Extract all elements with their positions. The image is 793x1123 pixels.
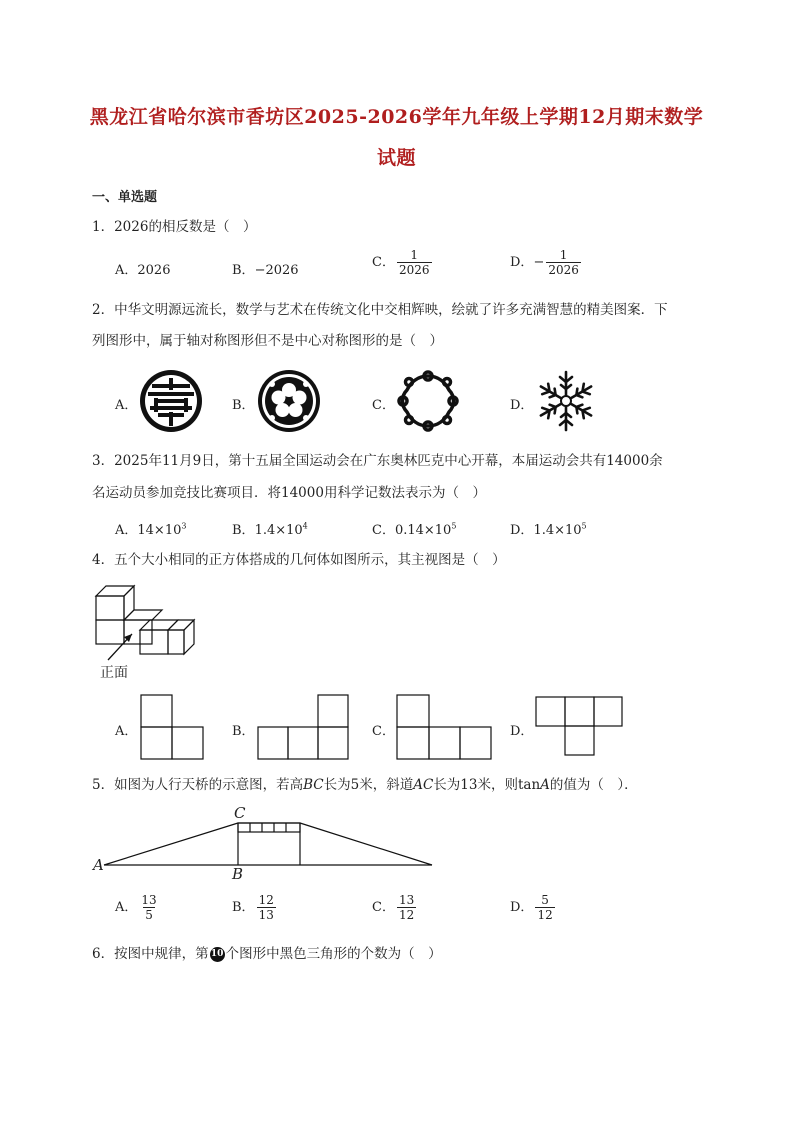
tan-function: tan [517, 777, 541, 793]
option-exponent: 5 [451, 521, 457, 531]
q4-option-c-view [396, 694, 493, 760]
q4-option-d-label: D． [510, 724, 534, 739]
stem-text: 个图形中黑色三角形的个数为（ ） [225, 946, 442, 962]
fraction [397, 248, 432, 277]
cloud-ring-pattern-icon [395, 368, 461, 434]
fraction [397, 893, 416, 922]
numerator: 13 [141, 893, 157, 907]
option-label: C． [372, 900, 395, 915]
option-label: A． [115, 263, 138, 278]
option-exponent: 4 [302, 521, 308, 531]
stem-text: 长为5米，斜道 [323, 777, 414, 793]
front-view-label: 正面 [100, 665, 128, 681]
q2-stem-line2: 列图形中，属于轴对称图形但不是中心对称图形的是（ ） [92, 333, 443, 349]
option-value: −2026 [254, 263, 299, 278]
snowflake-icon [533, 368, 599, 434]
document-title-line1: 黑龙江省哈尔滨市香坊区2025-2026学年九年级上学期12月期末数学 [89, 106, 704, 128]
option-label: B． [232, 523, 255, 538]
stem-text: 的值为（ ）． [549, 777, 638, 793]
denominator: 5 [145, 908, 153, 922]
option-label: B． [232, 263, 255, 278]
numerator: 13 [398, 893, 415, 907]
q1-option-a [115, 259, 170, 278]
q3-stem-line2: 名运动员参加竞技比赛项目．将14000用科学记数法表示为（ ） [92, 485, 486, 501]
q2-option-d-label: D． [510, 398, 534, 413]
q1-option-b [232, 259, 299, 278]
q2-option-c-label: C． [372, 398, 395, 413]
q5-stem [92, 775, 638, 795]
q4-option-a-view [140, 694, 204, 760]
q3-option-d [510, 519, 587, 538]
stem-text: 5．如图为人行天桥的示意图，若高 [92, 777, 304, 793]
q4-option-b-view [257, 694, 349, 760]
q4-option-a-label: A． [115, 724, 138, 739]
segment-ac: AC [413, 777, 434, 793]
denominator: 2026 [398, 263, 430, 277]
q5-option-c [372, 893, 416, 922]
q1-stem: 1．2026的相反数是（ ） [92, 219, 257, 235]
option-label: C． [372, 255, 395, 270]
option-base: 1.4×10 [533, 523, 582, 538]
point-a-label: A [93, 856, 104, 874]
q2-stem-line1: 2．中华文明源远流长，数学与艺术在传统文化中交相辉映，绘就了许多充满智慧的精美图案．下 [92, 302, 668, 318]
denominator: 13 [258, 908, 274, 922]
q2-option-a-label: A． [115, 398, 138, 413]
footbridge-diagram [92, 805, 437, 885]
numerator: 1 [410, 248, 419, 262]
stem-text: 长为13米，则 [433, 777, 518, 793]
option-base: 1.4×10 [254, 523, 303, 538]
fraction [257, 893, 276, 922]
flower-emblem-icon [256, 368, 322, 434]
cube-stack-figure [94, 582, 198, 662]
numerator: 5 [541, 893, 549, 907]
q6-stem [92, 944, 442, 964]
q3-option-c [372, 519, 456, 538]
q3-option-a [115, 519, 186, 538]
denominator: 12 [398, 908, 415, 922]
q1-option-c [372, 248, 432, 277]
q4-option-d-view [535, 696, 623, 756]
option-label: A． [115, 900, 138, 915]
option-exponent: 5 [581, 521, 587, 531]
document-title-line2: 试题 [376, 147, 416, 169]
option-base: 14×10 [137, 523, 182, 538]
numerator: 1 [559, 248, 568, 262]
option-exponent: 3 [181, 521, 187, 531]
chinese-emblem-shou-icon [138, 368, 204, 434]
q5-option-d [510, 893, 555, 922]
q3-option-b [232, 519, 308, 538]
option-label: B． [232, 900, 255, 915]
segment-bc: BC [303, 777, 324, 793]
angle-a: A [540, 777, 550, 793]
stem-text: 6．按图中规律，第 [92, 946, 209, 962]
q2-option-b-label: B． [232, 398, 255, 413]
minus-sign: − [533, 255, 545, 270]
point-c-label: C [234, 804, 246, 822]
option-label: A． [115, 523, 138, 538]
circled-number: 10 [210, 947, 225, 962]
denominator: 12 [537, 908, 553, 922]
section-heading: 一、单选题 [92, 190, 158, 205]
option-base: 0.14×10 [394, 523, 452, 538]
q4-stem: 4．五个大小相同的正方体搭成的几何体如图所示，其主视图是（ ） [92, 552, 506, 568]
denominator: 2026 [548, 263, 579, 277]
numerator: 12 [258, 893, 274, 907]
point-b-label: B [232, 865, 244, 883]
option-value: 2026 [137, 263, 171, 278]
q5-option-b [232, 893, 276, 922]
q1-option-d [510, 248, 581, 277]
q5-option-a [115, 893, 159, 922]
option-label: D． [510, 900, 534, 915]
fraction [535, 893, 554, 922]
option-label: D． [510, 523, 534, 538]
option-label: D． [510, 255, 534, 270]
fraction [139, 893, 158, 922]
q3-stem-line1: 3．2025年11月9日，第十五届全国运动会在广东奥林匹克中心开幕，本届运动会共有14000余 [92, 453, 663, 469]
q4-option-b-label: B． [232, 724, 255, 739]
fraction [546, 248, 581, 277]
option-label: C． [372, 523, 395, 538]
q4-option-c-label: C． [372, 724, 395, 739]
